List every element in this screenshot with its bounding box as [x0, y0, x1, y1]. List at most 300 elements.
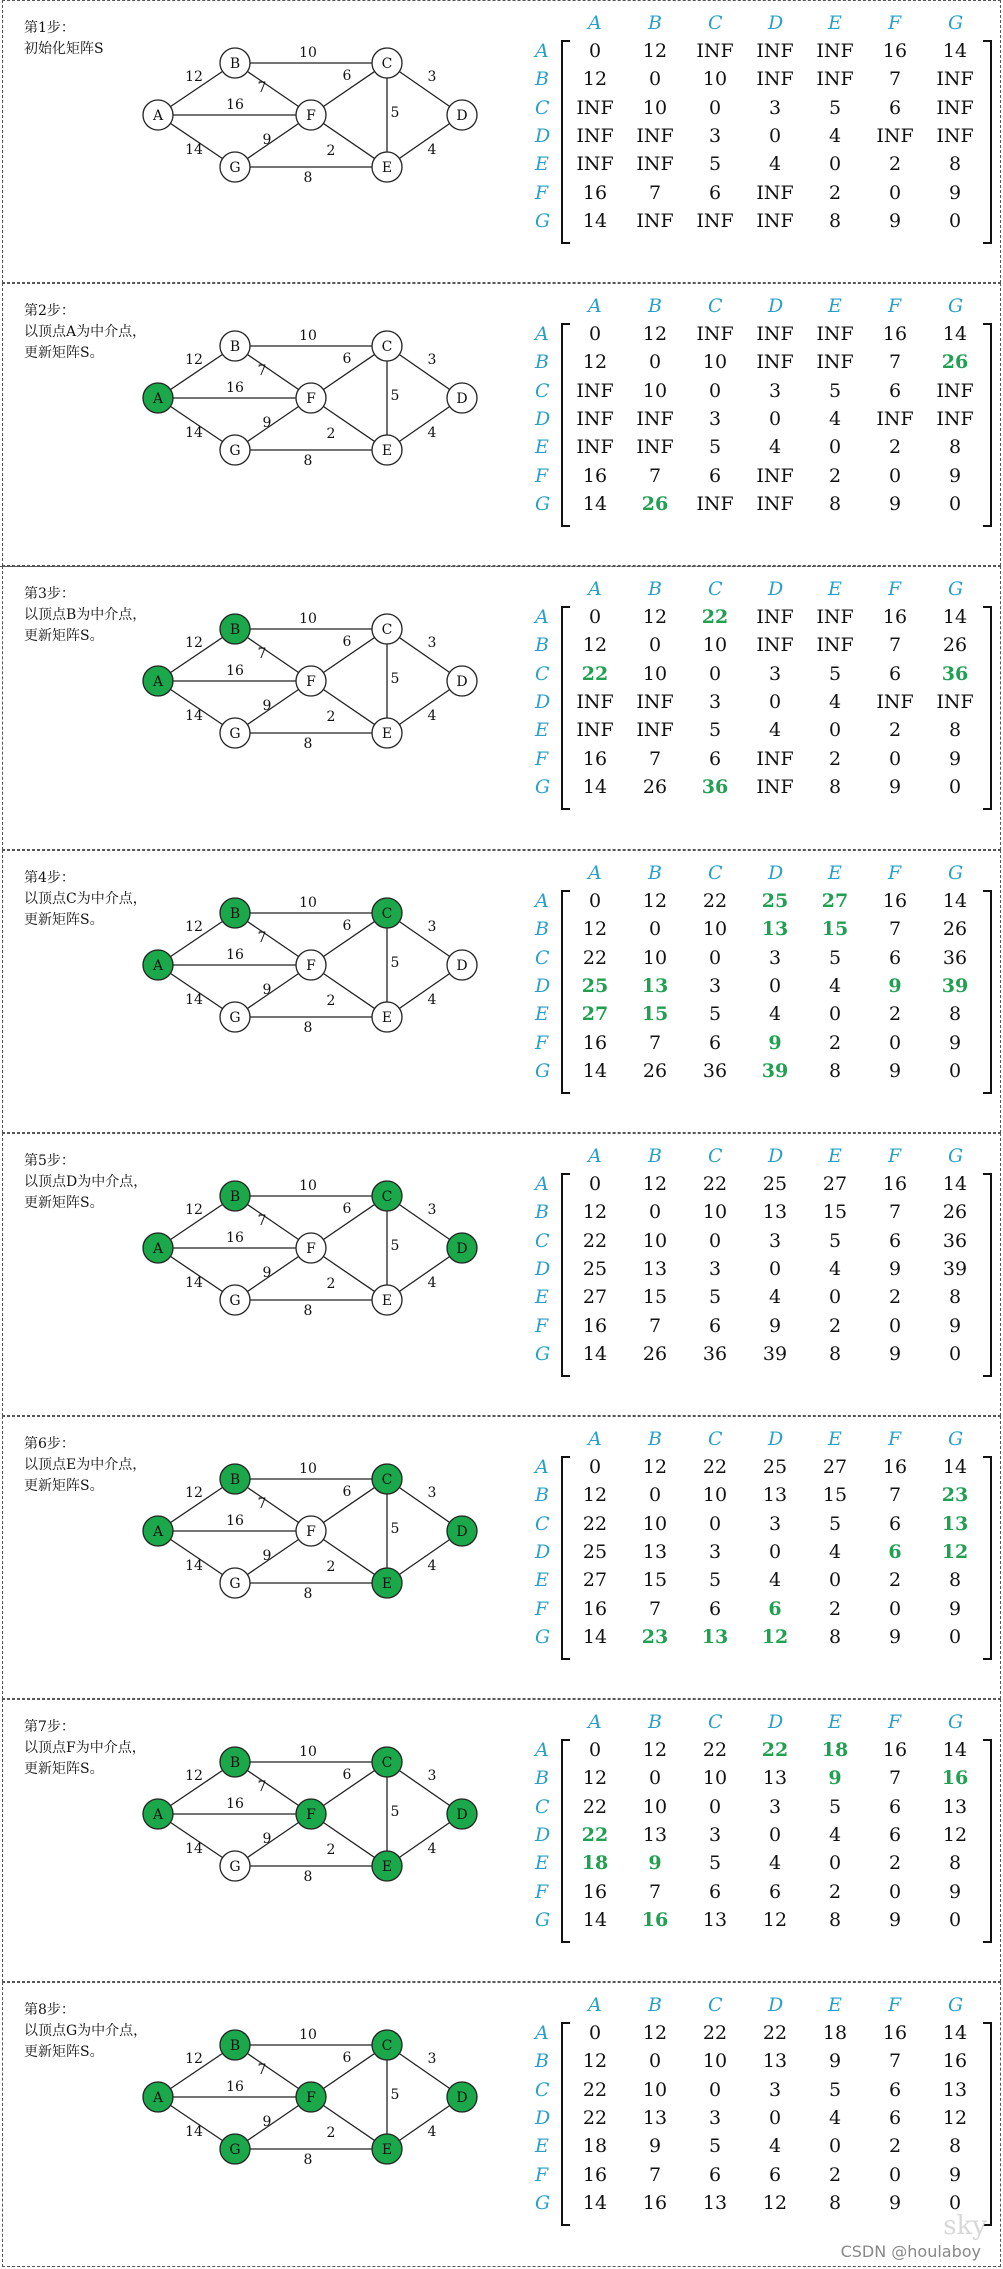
matrix-row-header: A	[535, 1173, 549, 1195]
distance-matrix	[535, 1711, 995, 1973]
edge-weight-label: 6	[342, 351, 352, 367]
matrix-cell: INF	[756, 323, 794, 345]
matrix-cell: 12	[582, 1767, 608, 1789]
matrix-row-header: E	[535, 1003, 549, 1025]
matrix-cell: 5	[828, 663, 842, 685]
matrix-cell: 23	[941, 1484, 969, 1506]
matrix-cell: 5	[708, 1569, 722, 1591]
matrix-column-header: G	[948, 1994, 964, 2016]
matrix-cell: 9	[948, 465, 962, 487]
graph-node-label: D	[456, 1241, 468, 1257]
matrix-cell: 13	[762, 2050, 788, 2072]
matrix-cell: 16	[882, 606, 908, 628]
matrix-cell: 7	[888, 634, 902, 656]
matrix-cell: 2	[888, 436, 902, 458]
matrix-cell: 8	[948, 436, 962, 458]
matrix-cell: 8	[828, 493, 842, 515]
matrix-cell: 3	[768, 947, 782, 969]
graph-node-label: A	[152, 2090, 164, 2106]
edge-weight-label: 9	[262, 982, 272, 998]
graph-node-label: B	[229, 56, 241, 72]
matrix-column-header: E	[828, 295, 842, 317]
matrix-cell: 16	[582, 182, 608, 204]
matrix-cell: 26	[642, 1060, 668, 1082]
matrix-cell: INF	[696, 493, 734, 515]
edge-weight-label: 12	[185, 919, 203, 935]
matrix-row-header: C	[535, 1796, 550, 1818]
matrix-cell: 0	[588, 1456, 602, 1478]
weighted-graph	[140, 1744, 490, 1897]
matrix-column-header: A	[588, 862, 602, 884]
edge-weight-label: 3	[427, 1485, 437, 1501]
matrix-cell: 12	[642, 890, 668, 912]
matrix-cell: INF	[696, 323, 734, 345]
step-description: 第2步： 以顶点A为中介点， 更新矩阵S。	[24, 303, 147, 361]
matrix-cell: 9	[948, 1032, 962, 1054]
matrix-cell: 0	[948, 493, 962, 515]
matrix-cell: 14	[582, 1909, 608, 1931]
matrix-cell: INF	[696, 210, 734, 232]
matrix-row-header: G	[535, 1343, 551, 1365]
edge-weight-label: 10	[299, 45, 317, 61]
matrix-cell: 27	[582, 1286, 608, 1308]
matrix-cell: 9	[948, 1315, 962, 1337]
matrix-cell: 8	[828, 210, 842, 232]
edge-weight-label: 2	[326, 143, 336, 159]
matrix-cell: 2	[888, 1003, 902, 1025]
matrix-cell: INF	[936, 125, 974, 147]
matrix-cell: 39	[941, 975, 969, 997]
matrix-cell: 4	[768, 436, 782, 458]
matrix-cell: 7	[888, 2050, 902, 2072]
matrix-cell: 2	[888, 1569, 902, 1591]
edge-weight-label: 10	[299, 2027, 317, 2043]
matrix-cell: 25	[762, 1456, 788, 1478]
edge-weight-label: 14	[185, 1841, 203, 1857]
matrix-cell: 26	[942, 634, 968, 656]
matrix-cell: INF	[936, 380, 974, 402]
matrix-cell: 0	[708, 947, 722, 969]
matrix-row-header: F	[535, 465, 549, 487]
graph-node-label: A	[152, 958, 164, 974]
matrix-cell: 2	[828, 748, 842, 770]
matrix-cell: 36	[942, 1230, 968, 1252]
edge-weight-label: 5	[390, 2087, 400, 2103]
matrix-cell: 10	[642, 2079, 668, 2101]
matrix-cell: 7	[888, 351, 902, 373]
edge-weight-label: 7	[257, 363, 267, 379]
matrix-cell: 3	[708, 125, 722, 147]
matrix-cell: 12	[642, 40, 668, 62]
graph-node-label: E	[381, 443, 393, 459]
matrix-cell: 22	[761, 1739, 789, 1761]
edge-weight-label: 14	[185, 425, 203, 441]
matrix-cell: 0	[888, 2164, 902, 2186]
edge-weight-label: 3	[427, 1202, 437, 1218]
matrix-cell: INF	[936, 691, 974, 713]
graph-node-label: C	[381, 906, 393, 922]
matrix-cell: 6	[888, 1230, 902, 1252]
matrix-cell: 8	[948, 1569, 962, 1591]
matrix-cell: 15	[821, 918, 849, 940]
matrix-cell: 16	[941, 1767, 969, 1789]
step-panel	[0, 566, 1003, 850]
matrix-cell: 14	[582, 210, 608, 232]
matrix-cell: 0	[888, 1598, 902, 1620]
matrix-cell: INF	[636, 436, 674, 458]
edge-weight-label: 10	[299, 611, 317, 627]
graph-node-label: G	[229, 160, 241, 176]
matrix-cell: INF	[636, 719, 674, 741]
graph-node-label: C	[381, 56, 393, 72]
matrix-cell: 14	[942, 606, 968, 628]
matrix-row-header: G	[535, 776, 551, 798]
matrix-cell: 26	[941, 351, 969, 373]
matrix-cell: 10	[702, 1767, 728, 1789]
edge-weight-label: 16	[226, 1230, 244, 1246]
matrix-cell: 4	[768, 1852, 782, 1874]
graph-node-label: D	[456, 1807, 468, 1823]
matrix-row-header: D	[535, 125, 551, 147]
matrix-cell: 4	[828, 691, 842, 713]
matrix-row-header: E	[535, 1569, 549, 1591]
matrix-cell: 3	[708, 1541, 722, 1563]
matrix-column-header: D	[768, 1428, 784, 1450]
matrix-cell: 5	[828, 947, 842, 969]
step-panel	[0, 0, 1003, 283]
edge-weight-label: 8	[303, 1303, 313, 1319]
matrix-cell: 9	[648, 2135, 662, 2157]
matrix-column-header: C	[708, 862, 723, 884]
matrix-cell: 6	[888, 380, 902, 402]
matrix-cell: INF	[636, 691, 674, 713]
matrix-cell: 12	[642, 323, 668, 345]
graph-node-label: C	[381, 2038, 393, 2054]
matrix-column-header: F	[888, 862, 902, 884]
distance-matrix	[535, 1428, 995, 1690]
matrix-row-header: G	[535, 1626, 551, 1648]
matrix-cell: 13	[642, 1824, 668, 1846]
matrix-cell: 3	[768, 380, 782, 402]
matrix-cell: 6	[888, 2107, 902, 2129]
matrix-row-header: G	[535, 493, 551, 515]
edge-weight-label: 14	[185, 1558, 203, 1574]
edge-weight-label: 6	[342, 918, 352, 934]
matrix-cell: 10	[642, 663, 668, 685]
matrix-cell: 6	[708, 1881, 722, 1903]
matrix-cell: 13	[642, 2107, 668, 2129]
matrix-cell: 16	[642, 2192, 668, 2214]
matrix-cell: 9	[948, 748, 962, 770]
matrix-cell: INF	[756, 634, 794, 656]
matrix-cell: 0	[828, 1569, 842, 1591]
matrix-cell: 0	[948, 1626, 962, 1648]
graph-node-label: B	[229, 622, 241, 638]
matrix-cell: 6	[708, 748, 722, 770]
edge-weight-label: 4	[427, 1558, 437, 1574]
matrix-cell: 6	[708, 1598, 722, 1620]
matrix-cell: 6	[888, 1513, 902, 1535]
matrix-cell: 16	[882, 1456, 908, 1478]
edge-weight-label: 9	[262, 1265, 272, 1281]
matrix-cell: 12	[582, 634, 608, 656]
matrix-cell: 9	[888, 975, 902, 997]
matrix-cell: 12	[582, 1484, 608, 1506]
matrix-cell: 9	[828, 1767, 842, 1789]
matrix-cell: 0	[648, 1767, 662, 1789]
edge-weight-label: 12	[185, 1768, 203, 1784]
matrix-column-header: G	[948, 1428, 964, 1450]
graph-node-label: F	[306, 674, 316, 690]
matrix-cell: 12	[642, 1456, 668, 1478]
matrix-cell: 10	[642, 380, 668, 402]
matrix-row-header: F	[535, 1032, 549, 1054]
matrix-cell: 5	[708, 2135, 722, 2157]
matrix-cell: 0	[768, 1258, 782, 1280]
matrix-column-header: A	[588, 1428, 602, 1450]
edge-weight-label: 6	[342, 634, 352, 650]
matrix-cell: 7	[648, 1315, 662, 1337]
matrix-cell: 7	[888, 1767, 902, 1789]
matrix-column-header: G	[948, 578, 964, 600]
matrix-row-header: E	[535, 719, 549, 741]
matrix-cell: 16	[882, 890, 908, 912]
matrix-cell: INF	[576, 719, 614, 741]
matrix-cell: 2	[828, 1598, 842, 1620]
matrix-cell: 4	[828, 2107, 842, 2129]
matrix-cell: 0	[888, 465, 902, 487]
matrix-row-header: C	[535, 663, 550, 685]
matrix-cell: 26	[641, 493, 669, 515]
matrix-cell: 6	[888, 1824, 902, 1846]
matrix-cell: 22	[702, 2022, 728, 2044]
matrix-cell: INF	[936, 68, 974, 90]
matrix-cell: 2	[888, 153, 902, 175]
matrix-cell: INF	[756, 776, 794, 798]
matrix-cell: INF	[696, 40, 734, 62]
graph-node-label: G	[229, 1576, 241, 1592]
matrix-cell: 2	[888, 1852, 902, 1874]
matrix-cell: INF	[756, 351, 794, 373]
matrix-row-header: C	[535, 380, 550, 402]
graph-node-label: F	[306, 391, 316, 407]
matrix-cell: 3	[708, 975, 722, 997]
matrix-row-header: E	[535, 1852, 549, 1874]
step-panel	[0, 1133, 1003, 1416]
graph-node-label: F	[306, 958, 316, 974]
matrix-cell: 36	[702, 1343, 728, 1365]
matrix-cell: 4	[768, 1286, 782, 1308]
matrix-cell: INF	[636, 408, 674, 430]
matrix-cell: 25	[582, 1258, 608, 1280]
matrix-cell: 9	[768, 1315, 782, 1337]
graph-node-label: D	[456, 674, 468, 690]
matrix-cell: 0	[648, 1484, 662, 1506]
matrix-column-header: C	[708, 578, 723, 600]
matrix-cell: 0	[888, 1032, 902, 1054]
matrix-column-header: E	[828, 1711, 842, 1733]
matrix-column-header: F	[888, 1711, 902, 1733]
matrix-cell: 13	[642, 1541, 668, 1563]
matrix-cell: INF	[756, 606, 794, 628]
matrix-column-header: D	[768, 1711, 784, 1733]
matrix-cell: 4	[768, 1569, 782, 1591]
edge-weight-label: 5	[390, 671, 400, 687]
matrix-cell: 4	[828, 1258, 842, 1280]
matrix-cell: 0	[828, 153, 842, 175]
matrix-cell: 8	[948, 1003, 962, 1025]
watermark-faint: sky	[943, 2211, 987, 2241]
edge-weight-label: 8	[303, 1869, 313, 1885]
matrix-cell: 6	[888, 97, 902, 119]
matrix-cell: INF	[636, 125, 674, 147]
matrix-column-header: E	[828, 862, 842, 884]
matrix-cell: 5	[708, 1003, 722, 1025]
matrix-cell: 10	[702, 1484, 728, 1506]
edge-weight-label: 2	[326, 2125, 336, 2141]
step-panel	[0, 1982, 1003, 2267]
edge-weight-label: 4	[427, 1841, 437, 1857]
matrix-row-header: B	[535, 351, 549, 373]
matrix-column-header: B	[648, 578, 662, 600]
matrix-cell: 0	[648, 2050, 662, 2072]
graph-node-label: D	[456, 108, 468, 124]
graph-node-label: E	[381, 2142, 393, 2158]
matrix-cell: 0	[828, 436, 842, 458]
step-description: 第1步： 初始化矩阵S	[24, 20, 104, 57]
graph-node-label: C	[381, 622, 393, 638]
matrix-row-header: C	[535, 97, 550, 119]
matrix-row-header: D	[535, 2107, 551, 2129]
matrix-column-header: A	[588, 1711, 602, 1733]
edge-weight-label: 10	[299, 1461, 317, 1477]
matrix-cell: 12	[642, 2022, 668, 2044]
matrix-cell: 6	[768, 2164, 782, 2186]
matrix-cell: 7	[888, 918, 902, 940]
matrix-cell: 4	[768, 2135, 782, 2157]
matrix-cell: INF	[576, 380, 614, 402]
edge-weight-label: 7	[257, 646, 267, 662]
step-description: 第8步： 以顶点G为中介点， 更新矩阵S。	[24, 2002, 148, 2060]
matrix-row-header: G	[535, 2192, 551, 2214]
edge-weight-label: 3	[427, 2051, 437, 2067]
matrix-cell: 6	[888, 1541, 902, 1563]
edge-weight-label: 3	[427, 69, 437, 85]
graph-node-label: B	[229, 1755, 241, 1771]
matrix-cell: INF	[576, 436, 614, 458]
matrix-cell: 7	[648, 1881, 662, 1903]
matrix-cell: 25	[581, 975, 609, 997]
matrix-cell: 12	[642, 606, 668, 628]
matrix-cell: 18	[581, 1852, 609, 1874]
matrix-cell: 8	[828, 776, 842, 798]
matrix-column-header: C	[708, 12, 723, 34]
matrix-column-header: G	[948, 1145, 964, 1167]
matrix-column-header: G	[948, 862, 964, 884]
matrix-cell: 13	[702, 2192, 728, 2214]
matrix-cell: 0	[768, 125, 782, 147]
matrix-cell: 9	[648, 1852, 662, 1874]
matrix-row-header: A	[535, 40, 549, 62]
matrix-cell: 36	[942, 947, 968, 969]
edge-weight-label: 9	[262, 698, 272, 714]
edge-weight-label: 16	[226, 2079, 244, 2095]
matrix-cell: 0	[828, 1286, 842, 1308]
edge-weight-label: 7	[257, 1213, 267, 1229]
edge-weight-label: 8	[303, 170, 313, 186]
edge-weight-label: 5	[390, 105, 400, 121]
graph-node-label: A	[152, 1807, 164, 1823]
graph-node-label: D	[456, 391, 468, 407]
matrix-cell: 0	[948, 776, 962, 798]
graph-node-label: F	[306, 2090, 316, 2106]
matrix-column-header: G	[948, 295, 964, 317]
matrix-row-header: E	[535, 153, 549, 175]
edge-weight-label: 16	[226, 97, 244, 113]
matrix-row-header: F	[535, 748, 549, 770]
matrix-cell: 6	[708, 465, 722, 487]
graph-node-label: E	[381, 1859, 393, 1875]
matrix-cell: 3	[768, 97, 782, 119]
distance-matrix	[535, 1145, 995, 1407]
matrix-cell: 8	[828, 1343, 842, 1365]
matrix-cell: 26	[642, 1343, 668, 1365]
matrix-column-header: C	[708, 295, 723, 317]
matrix-cell: 6	[888, 947, 902, 969]
matrix-cell: INF	[936, 408, 974, 430]
matrix-cell: 22	[762, 2022, 788, 2044]
edge-weight-label: 7	[257, 930, 267, 946]
matrix-cell: 5	[828, 380, 842, 402]
matrix-cell: 3	[708, 1258, 722, 1280]
edge-weight-label: 9	[262, 1548, 272, 1564]
edge-weight-label: 10	[299, 1178, 317, 1194]
matrix-cell: 0	[648, 634, 662, 656]
graph-node-label: E	[381, 726, 393, 742]
matrix-cell: 5	[708, 1286, 722, 1308]
matrix-cell: 27	[821, 890, 849, 912]
matrix-row-header: B	[535, 634, 549, 656]
matrix-cell: 16	[582, 465, 608, 487]
matrix-column-header: E	[828, 12, 842, 34]
matrix-cell: 8	[828, 1060, 842, 1082]
graph-node-label: D	[456, 958, 468, 974]
matrix-cell: INF	[816, 606, 854, 628]
matrix-row-header: C	[535, 1513, 550, 1535]
matrix-cell: 22	[582, 2079, 608, 2101]
matrix-cell: 25	[582, 1541, 608, 1563]
matrix-cell: 3	[708, 408, 722, 430]
matrix-cell: 9	[888, 493, 902, 515]
matrix-cell: 22	[581, 663, 609, 685]
matrix-cell: 0	[768, 408, 782, 430]
matrix-cell: 39	[761, 1060, 789, 1082]
step-description: 第5步： 以顶点D为中介点， 更新矩阵S。	[24, 1153, 148, 1211]
matrix-cell: 0	[648, 1201, 662, 1223]
matrix-cell: 10	[702, 68, 728, 90]
matrix-cell: 6	[888, 663, 902, 685]
matrix-cell: 6	[708, 2164, 722, 2186]
weighted-graph	[140, 1461, 490, 1614]
matrix-cell: 0	[888, 182, 902, 204]
matrix-cell: 8	[948, 1286, 962, 1308]
matrix-column-header: F	[888, 1145, 902, 1167]
matrix-cell: 6	[708, 1315, 722, 1337]
matrix-cell: 9	[888, 1626, 902, 1648]
matrix-cell: 5	[828, 1230, 842, 1252]
matrix-row-header: D	[535, 408, 551, 430]
edge-weight-label: 14	[185, 1275, 203, 1291]
